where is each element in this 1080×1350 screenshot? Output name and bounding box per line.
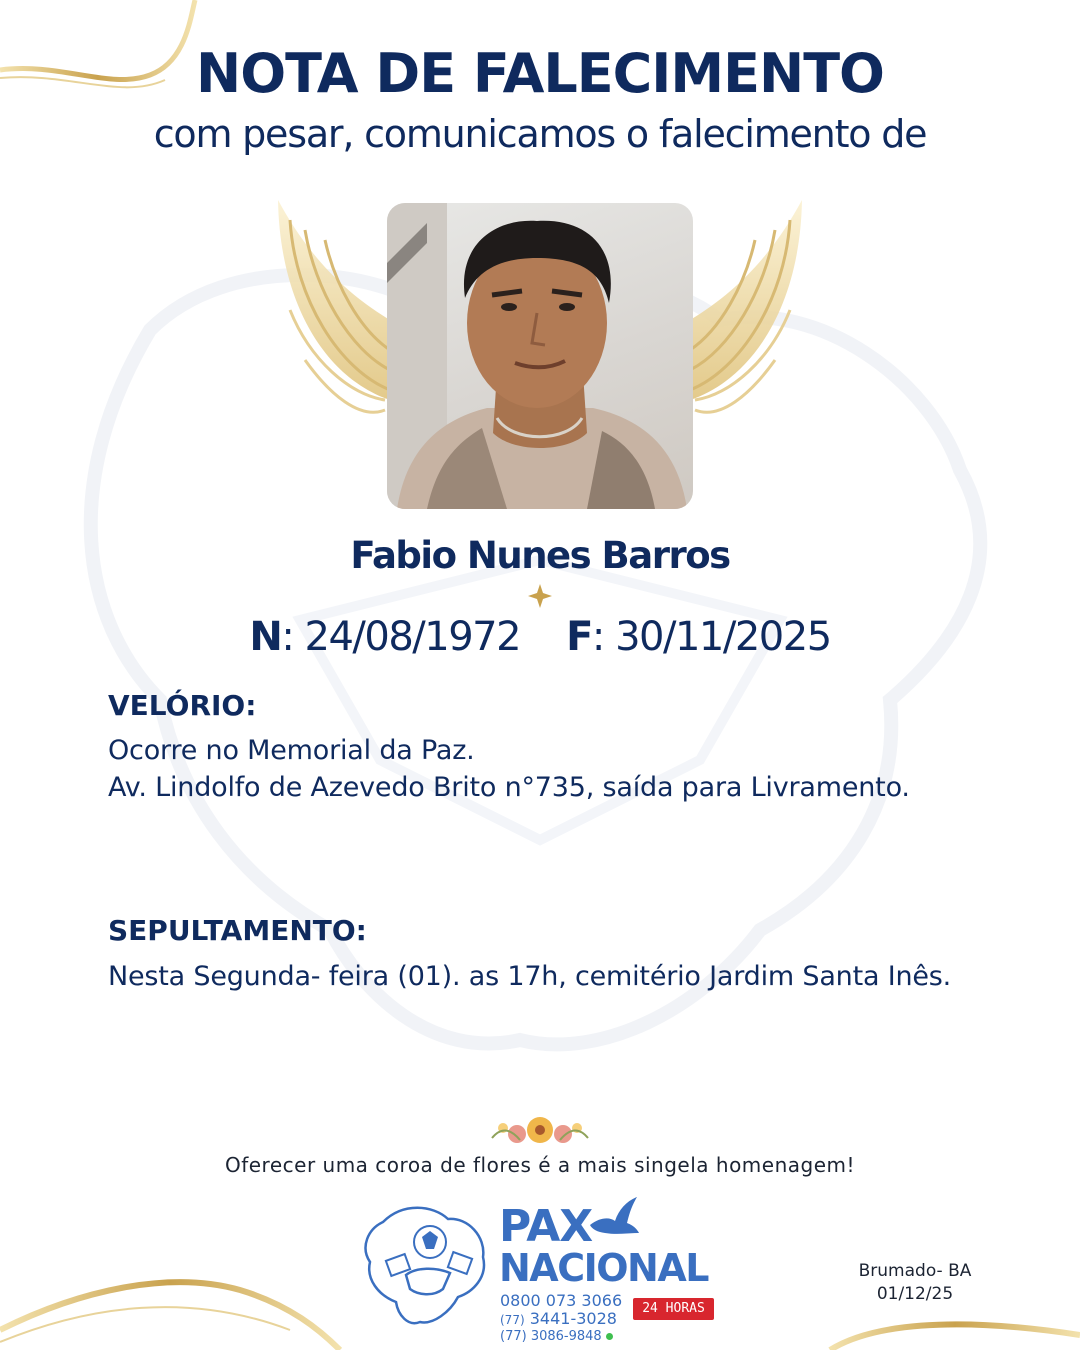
birth-label: N [249,614,282,660]
death-date: 30/11/2025 [615,614,831,660]
phone-secondary [500,1329,613,1344]
deceased-photo [387,203,693,509]
gold-swoosh-bottom-left [0,1282,340,1350]
whatsapp-icon [606,1333,613,1340]
dove-icon [585,1195,640,1240]
portrait-illustration [387,203,693,509]
phone-tollfree: 0800 073 3066 [500,1291,623,1310]
wake-title: VELÓRIO: [108,689,257,722]
burial-line-1: Nesta Segunda- feira (01). as 17h, cemitério Jardim Santa Inês. [108,961,952,992]
location-city: Brumado- BA [858,1261,972,1281]
phone-main [500,1309,617,1328]
deceased-name: Fabio Nunes Barros [350,534,730,577]
page-subtitle: com pesar, comunicamos o falecimento de [153,112,927,156]
wake-line-1: Ocorre no Memorial da Paz. [108,735,475,766]
phone-secondary-number: (77) 3086-9848 [500,1329,602,1344]
publication-date: 01/12/25 [876,1284,954,1304]
brazil-map-logo-icon [358,1197,493,1332]
wake-line-2: Av. Lindolfo de Azevedo Brito n°735, saída para Livramento. [108,772,910,803]
gold-swoosh-bottom-right [830,1324,1080,1350]
phone-area: (77) [500,1313,525,1327]
brand-name-pax: PAX [499,1201,593,1252]
burial-title: SEPULTAMENTO: [108,914,367,947]
flower-ornament-icon [330,1117,750,1143]
homage-message: Oferecer uma coroa de flores é a mais singela homenagem! [224,1153,856,1177]
death-label: F [566,614,592,660]
phone-main-number: 3441-3028 [529,1309,617,1328]
star-divider-icon [325,584,755,608]
24h-badge: 24 HORAS [633,1298,714,1320]
location-date [840,1260,990,1306]
brand-name-nacional: NACIONAL [499,1246,708,1290]
life-dates: N: 24/08/1972 F: 30/11/2025 [249,614,831,660]
birth-date: 24/08/1972 [304,614,521,660]
page-title: NOTA DE FALECIMENTO [196,42,884,105]
